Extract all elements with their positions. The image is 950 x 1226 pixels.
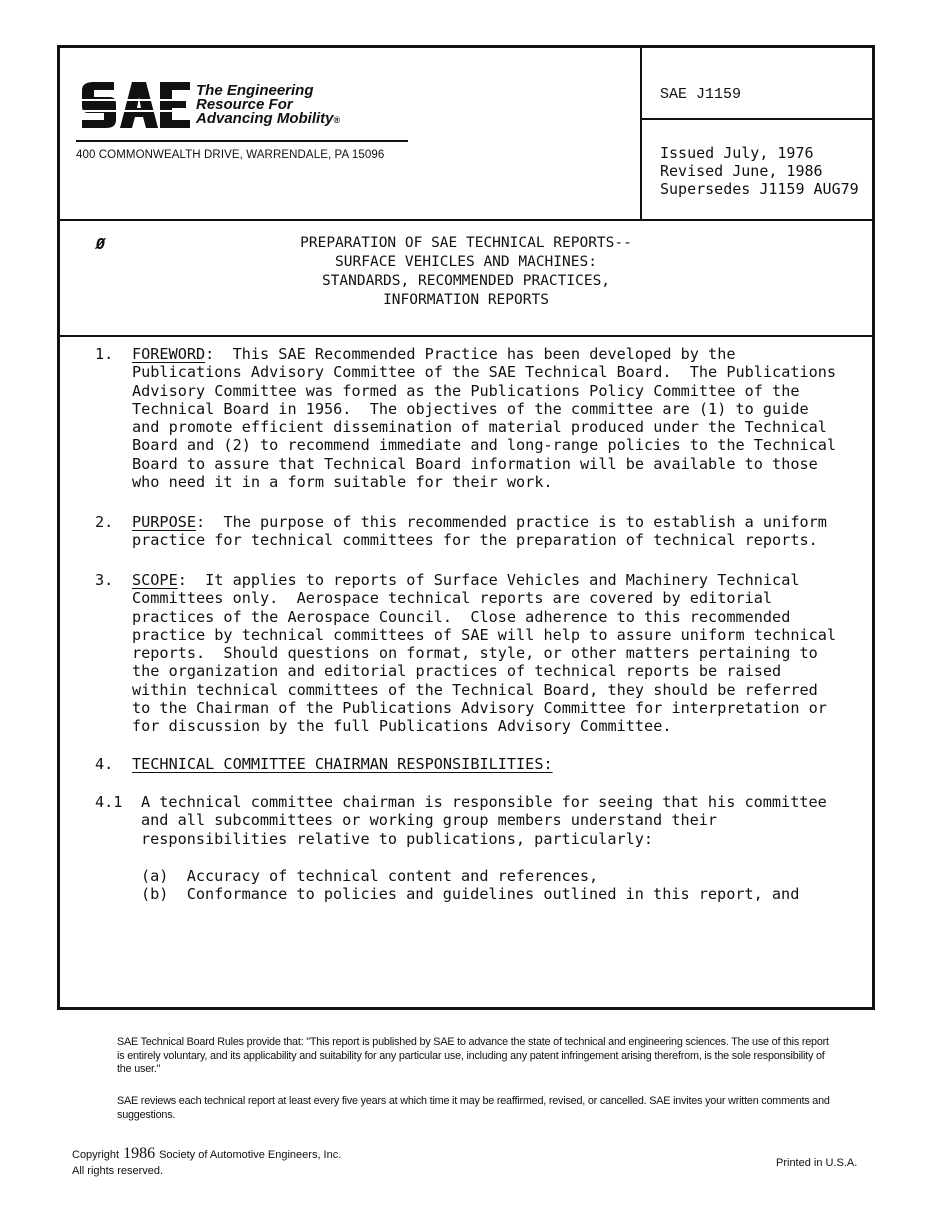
header-left-panel (60, 48, 642, 219)
section-3-line-9: for discussion by the full Publications Advisory Committee. (132, 717, 672, 736)
title-line-3: STANDARDS, RECOMMENDED PRACTICES, (321, 273, 611, 289)
section-4-heading: TECHNICAL COMMITTEE CHAIRMAN RESPONSIBILITIES: (132, 755, 553, 773)
review-note: SAE reviews each technical report at least every five years at which time it may be reaffirmed, revised, or cancelled. SAE invites your written comments and suggestions. (117, 1095, 830, 1121)
title-line-1: PREPARATION OF SAE TECHNICAL REPORTS-- (300, 235, 632, 251)
issued-date: Issued July, 1976 (660, 144, 814, 162)
sae-logo-mark (80, 80, 192, 130)
section-1-line-3: Advisory Committee was formed as the Publications Policy Committee of the (132, 381, 800, 400)
section-4-1-text (141, 793, 827, 848)
section-1-heading: FOREWORD (132, 345, 206, 363)
section-4-1-list (141, 867, 799, 904)
title-block (60, 221, 872, 337)
section-1-line-8: who need it in a form suitable for their work. (132, 473, 553, 492)
copyright-label: Copyright (72, 1149, 120, 1161)
section-4-1-line-3: responsibilities relative to publications, particularly: (141, 829, 654, 848)
registered-mark: ® (333, 115, 341, 125)
section-3-scope (132, 571, 836, 736)
list-item-a: (a) Accuracy of technical content and references, (141, 867, 599, 885)
section-1-line-1: : This SAE Recommended Practice has been developed by the (205, 345, 736, 363)
board-rules-note: SAE Technical Board Rules provide that: "This report is published by SAE to advance the state of technical and engineering sciences. The use of this report is entirely voluntary, and its applicability and suitability for any particular use, including any patent infringement arising therefrom, is the sole responsibility of the user." (117, 1036, 829, 1075)
copyright-year: 1986 (123, 1145, 156, 1162)
title-line-2: SURFACE VEHICLES AND MACHINES: (335, 254, 597, 270)
tagline-line-1: The Engineering (196, 82, 314, 99)
logo-divider (76, 140, 408, 142)
section-2-line-1: : The purpose of this recommended practice is to establish a uniform (196, 513, 827, 531)
section-1-number: 1. (95, 345, 114, 363)
supersedes: Supersedes J1159 AUG79 (660, 180, 859, 198)
section-1-foreword (132, 345, 836, 491)
section-4-number: 4. (95, 755, 114, 773)
section-4-1-line-2: and all subcommittees or working group members understand their (141, 811, 718, 830)
tagline-line-3: Advancing Mobility (196, 110, 334, 127)
section-3-line-6: the organization and editorial practices of technical reports be raised (132, 662, 782, 681)
section-4-1-number: 4.1 (95, 793, 123, 811)
section-4-1-line-1: A technical committee chairman is responsible for seeing that his committee (141, 793, 827, 811)
section-4-block (132, 755, 553, 773)
section-3-number: 3. (95, 571, 114, 589)
logo-tagline (196, 84, 396, 127)
revised-date: Revised June, 1986 (660, 162, 823, 180)
section-1-line-2: Publications Advisory Committee of the SAE Technical Board. The Publications (132, 363, 837, 382)
copyright-holder: Society of Automotive Engineers, Inc. (159, 1149, 342, 1161)
section-3-line-5: reports. Should questions on format, style, or other matters pertaining to (132, 644, 818, 663)
section-1-line-4: Technical Board in 1956. The objectives of the committee are (1) to guide (132, 399, 809, 418)
section-3-line-3: practices of the Aerospace Council. Close adherence to this recommended (132, 607, 791, 626)
section-3-heading: SCOPE (132, 571, 178, 589)
section-1-line-7: Board to assure that Technical Board information will be available to those (132, 454, 818, 473)
section-1-line-6: Board and (2) to recommend immediate and long-range policies to the Technical (132, 436, 837, 455)
section-1-line-5: and promote efficient dissemination of material produced under the Technical (132, 418, 827, 437)
section-2-purpose (132, 513, 827, 550)
section-2-heading: PURPOSE (132, 513, 197, 531)
printed-in: Printed in U.S.A. (776, 1157, 858, 1169)
section-2-line-2: practice for technical committees for the preparation of technical reports. (132, 531, 818, 550)
section-2-number: 2. (95, 513, 114, 531)
title-line-4: INFORMATION REPORTS (383, 292, 549, 308)
revision-mark: Ø (96, 235, 106, 253)
tagline-line-2: Resource For (196, 96, 293, 113)
rights-reserved: All rights reserved. (72, 1165, 164, 1177)
section-3-line-7: within technical committees of the Technical Board, they should be referred (132, 680, 818, 699)
section-3-line-8: to the Chairman of the Publications Advisory Committee for interpretation or (132, 699, 827, 718)
list-item-b: (b) Conformance to policies and guidelines outlined in this report, and (141, 885, 800, 904)
doc-number: SAE J1159 (660, 86, 742, 103)
sae-logo (80, 80, 410, 140)
address: 400 COMMONWEALTH DRIVE, WARRENDALE, PA 15096 (76, 149, 385, 161)
section-3-line-1: : It applies to reports of Surface Vehicles and Machinery Technical (177, 571, 800, 589)
copyright-block (72, 1146, 341, 1179)
issue-info-box (642, 120, 872, 219)
doc-number-box (642, 48, 872, 120)
section-3-line-4: practice by technical committees of SAE will help to assure uniform technical (132, 625, 837, 644)
document-header (60, 48, 872, 221)
section-3-line-2: Committees only. Aerospace technical reports are covered by editorial (132, 589, 773, 608)
